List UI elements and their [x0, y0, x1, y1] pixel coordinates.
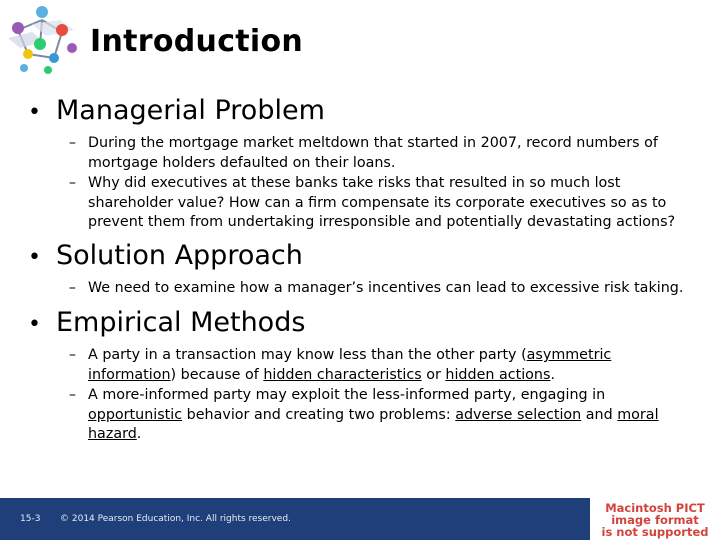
list-item: [28, 386, 698, 445]
dash: –: [68, 175, 76, 191]
term-opportunistic: opportunistic: [88, 406, 183, 423]
section-heading: Managerial Problem: [56, 95, 325, 126]
copyright-notice: © 2014 Pearson Education, Inc. All rights reserved.: [60, 514, 291, 524]
pict-line-3: is not supported: [601, 525, 709, 539]
list-item: [28, 279, 698, 299]
term-adverse-selection: adverse selection: [455, 406, 582, 423]
list-item-text: A more-informed party may exploit the less-informed party, engaging in opportunistic behavior and creating two problems: adverse selection and moral hazard.: [88, 387, 659, 442]
term-hidden-actions: hidden actions: [445, 366, 551, 383]
section-empirical-methods: [28, 306, 698, 445]
pict-line-2: image format: [611, 513, 699, 527]
molecule-logo-icon: [2, 2, 84, 78]
list-item: [28, 174, 698, 233]
term-moral-hazard: moral hazard: [88, 406, 659, 442]
term-asymmetric-information: asymmetric information: [88, 347, 612, 383]
section-heading: Solution Approach: [56, 239, 303, 271]
section-heading: Empirical Methods: [56, 307, 306, 338]
dash: –: [68, 347, 76, 363]
section-solution-approach: [28, 239, 698, 299]
list-item-text: Why did executives at these banks take risks that resulted in so much lost shareholder value? How can a firm compensate its corporate executives so as to prevent them from undertaking irresponsible and potentially devastating actions?: [88, 175, 676, 230]
list-item: [28, 134, 698, 173]
slide-content: [28, 94, 698, 446]
term-hidden-characteristics: hidden characteristics: [263, 366, 422, 383]
bullet: •: [28, 100, 41, 125]
list-item-text: A party in a transaction may know less than the other party (asymmetric information) because of hidden characteristics or hidden actions.: [88, 347, 612, 383]
pict-line-1: Macintosh PICT: [605, 501, 705, 515]
slide-title: Introduction: [90, 24, 304, 59]
section-managerial-problem: [28, 94, 698, 233]
bullet: •: [28, 244, 41, 270]
dash: –: [68, 135, 76, 151]
slide-footer: [0, 498, 590, 540]
dash: –: [68, 387, 76, 403]
dash: –: [68, 279, 76, 296]
bullet: •: [28, 312, 41, 337]
list-item-text: During the mortgage market meltdown that started in 2007, record numbers of mortgage holders defaulted on their loans.: [88, 135, 658, 171]
list-item-text: We need to examine how a manager’s incentives can lead to excessive risk taking.: [88, 279, 684, 296]
page-number: 15-3: [20, 514, 41, 524]
list-item: [28, 346, 698, 385]
pict-placeholder: [590, 498, 720, 540]
